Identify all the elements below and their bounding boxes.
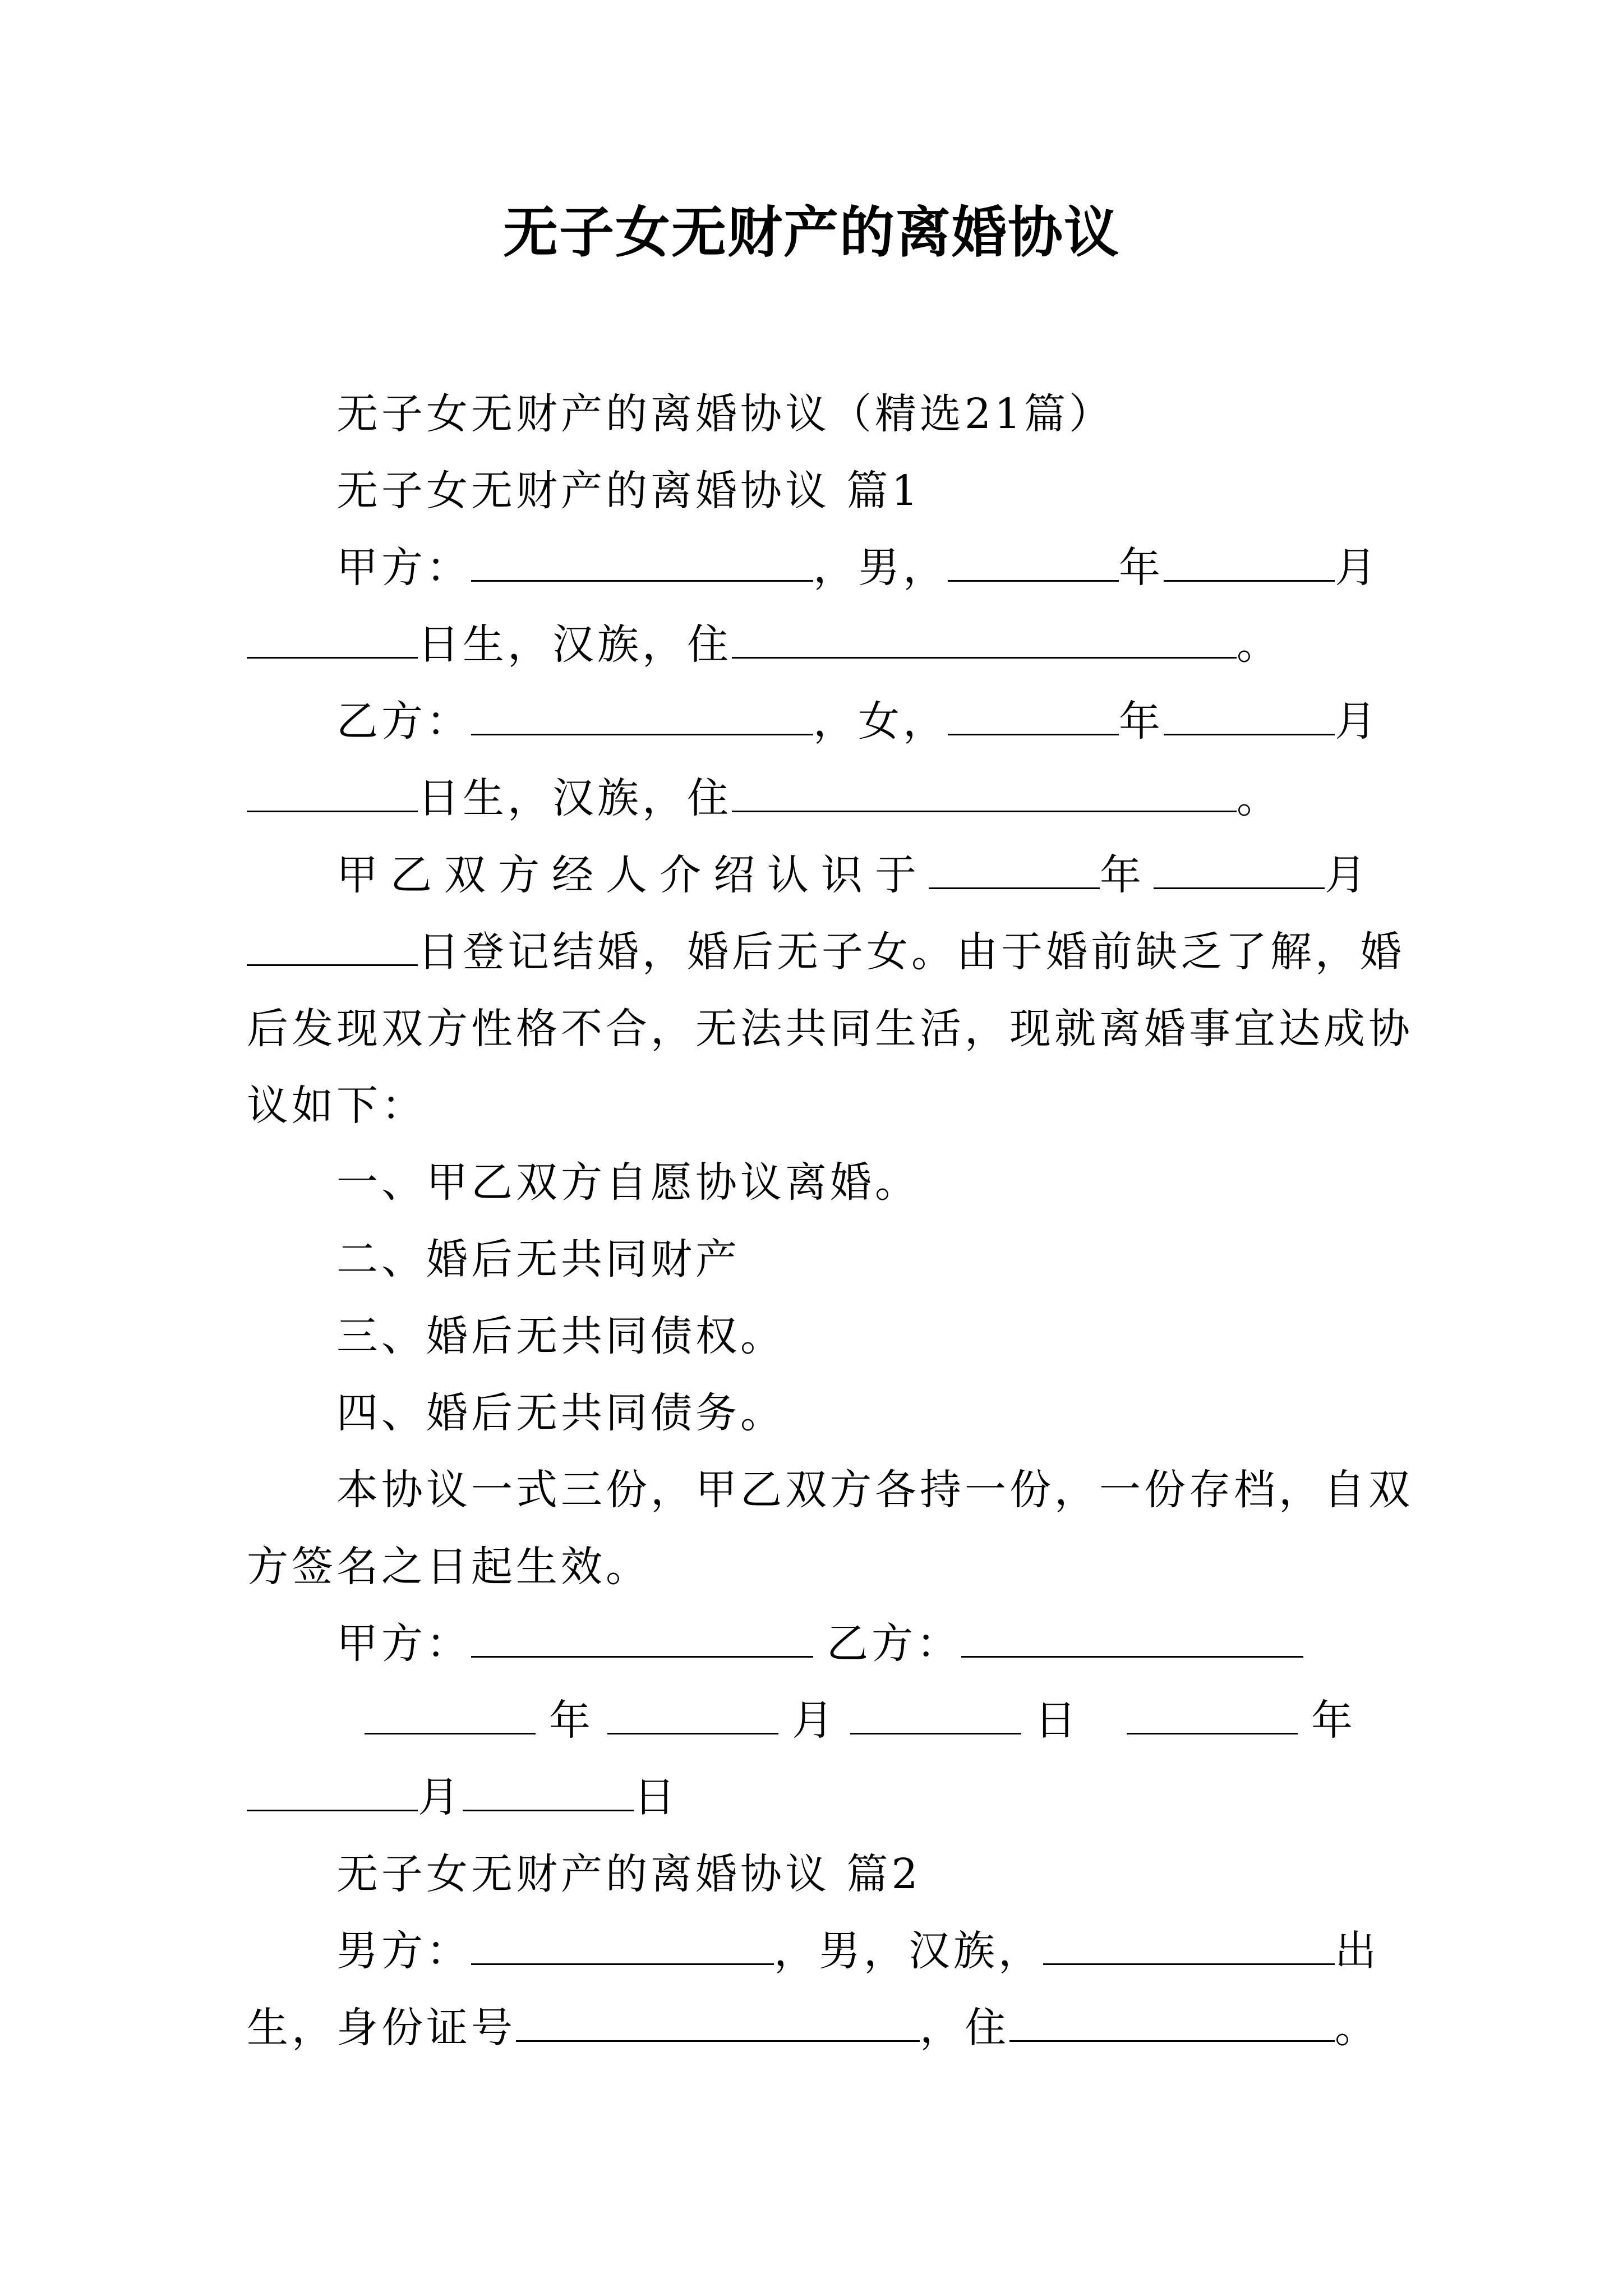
signature-party-a-label: 甲方： <box>336 1619 471 1668</box>
male-party-end: 。 <box>1335 2004 1380 2052</box>
clause-1: 一、甲乙双方自愿协议离婚。 <box>336 1158 920 1207</box>
party-a-gender: ，男， <box>813 544 948 592</box>
party-a-name-blank <box>471 546 813 582</box>
section-heading-1: 无子女无财产的离婚协议 篇1 <box>336 467 921 515</box>
sign-a-year-label: 年 <box>549 1696 594 1745</box>
male-party-born-suffix: 出 <box>1335 1927 1380 1975</box>
intro-line-2-text: 日登记结婚，婚后无子女。由于婚前缺乏了解，婚 <box>418 928 1405 976</box>
party-b-end: 。 <box>1237 774 1281 822</box>
subtitle-line: 无子女无财产的离婚协议（精选21篇） <box>336 390 1114 438</box>
clause-3: 三、婚后无共同债权。 <box>336 1312 785 1360</box>
male-party-mid: ，男，汉族， <box>774 1927 1043 1975</box>
clause-4: 四、婚后无共同债务。 <box>336 1389 785 1437</box>
party-b-year-blank <box>948 700 1119 735</box>
party-a-month-blank <box>1164 546 1335 582</box>
sign-a-month-label: 月 <box>792 1696 837 1745</box>
party-b-line-2 <box>247 760 1396 837</box>
intro-line-2 <box>247 914 1405 991</box>
party-b-gender: ，女， <box>813 697 948 746</box>
sign-b-month-blank <box>247 1776 418 1811</box>
male-party-address-label: ，住 <box>920 2004 1009 2052</box>
party-a-year-blank <box>948 546 1119 582</box>
intro-line-4: 议如下： <box>247 1082 426 1130</box>
party-b-born-text: 日生，汉族，住 <box>418 774 732 822</box>
intro-prefix: 甲乙双方经人介绍认识于 <box>336 851 929 899</box>
party-a-day-blank <box>247 623 418 659</box>
signature-party-b-label: 乙方： <box>827 1619 961 1668</box>
signature-date-line-1 <box>247 1682 1396 1759</box>
male-party-id-prefix: 生，身份证号 <box>247 2004 516 2052</box>
party-a-born-text: 日生，汉族，住 <box>418 620 732 669</box>
intro-day-blank <box>247 931 418 966</box>
sign-b-year-blank <box>1127 1699 1298 1734</box>
party-b-day-blank <box>247 777 418 812</box>
party-a-line-1 <box>247 530 1396 606</box>
sign-b-day-label: 日 <box>634 1773 679 1821</box>
party-a-year-label: 年 <box>1119 544 1164 592</box>
male-party-line-2 <box>247 1990 1396 2067</box>
party-a-end: 。 <box>1237 620 1281 669</box>
party-a-month-label: 月 <box>1335 544 1380 592</box>
sign-b-month-label: 月 <box>418 1773 463 1821</box>
sign-a-day-label: 日 <box>1035 1696 1080 1745</box>
sign-a-year-blank <box>365 1699 536 1734</box>
male-party-label: 男方： <box>336 1927 471 1975</box>
signature-names-line <box>247 1605 1396 1682</box>
sign-b-day-blank <box>463 1776 634 1811</box>
male-party-id-blank <box>516 2007 920 2042</box>
clause-2: 二、婚后无共同财产 <box>336 1235 740 1283</box>
signature-date-line-2 <box>247 1759 1396 1836</box>
closing-line-2: 方签名之日起生效。 <box>247 1543 651 1591</box>
party-b-month-blank <box>1164 700 1335 735</box>
party-a-label: 甲方： <box>336 544 471 592</box>
male-party-line-1 <box>247 1913 1396 1990</box>
sign-b-year-label: 年 <box>1311 1696 1356 1745</box>
intro-year-blank <box>929 854 1100 889</box>
party-b-year-label: 年 <box>1119 697 1164 746</box>
sign-a-month-blank <box>607 1699 778 1734</box>
party-b-line-1 <box>247 683 1396 760</box>
party-a-address-blank <box>732 623 1237 659</box>
party-b-name-blank <box>471 700 813 735</box>
sign-a-day-blank <box>850 1699 1021 1734</box>
male-party-birth-blank <box>1043 1930 1335 1965</box>
intro-line-3: 后发现双方性格不合，无法共同生活，现就离婚事宜达成协 <box>247 1005 1413 1053</box>
party-b-label: 乙方： <box>336 697 471 746</box>
document-body <box>247 376 1413 2067</box>
signature-party-a-blank <box>471 1622 813 1658</box>
party-b-address-blank <box>732 777 1237 812</box>
intro-month-blank <box>1154 854 1325 889</box>
male-party-address-blank <box>1009 2007 1335 2042</box>
intro-year-label: 年 <box>1100 851 1154 899</box>
party-b-month-label: 月 <box>1335 697 1380 746</box>
male-party-name-blank <box>471 1930 774 1965</box>
signature-party-b-blank <box>961 1622 1303 1658</box>
intro-line-1 <box>247 837 1396 914</box>
party-a-line-2 <box>247 606 1396 683</box>
closing-line-1: 本协议一式三份，甲乙双方各持一份，一份存档，自双 <box>336 1466 1413 1514</box>
section-heading-2: 无子女无财产的离婚协议 篇2 <box>336 1850 921 1898</box>
document-title: 无子女无财产的离婚协议 <box>502 200 1120 265</box>
intro-month-label: 月 <box>1325 851 1378 899</box>
